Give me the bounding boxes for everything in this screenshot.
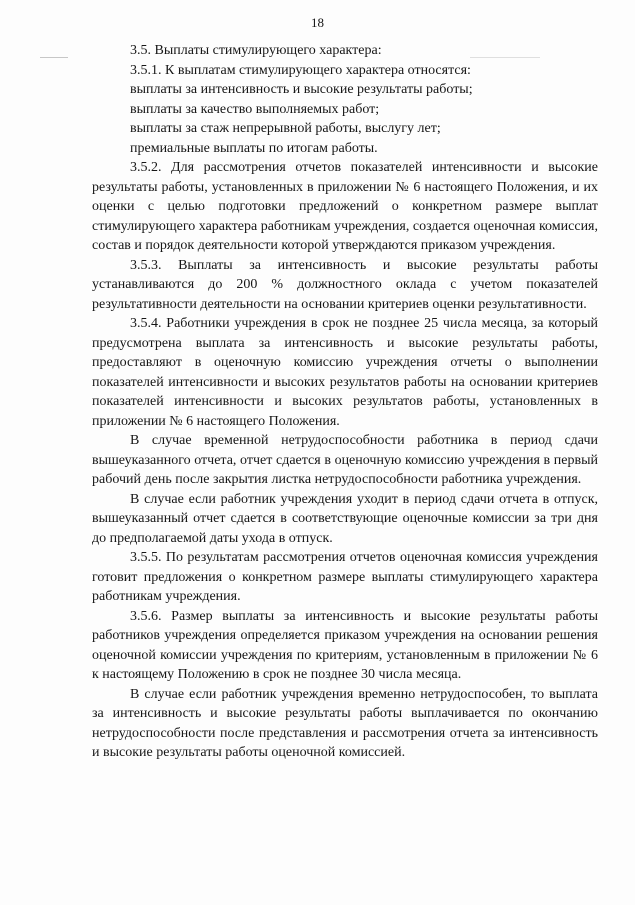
scan-artifact-left (40, 57, 68, 58)
paragraph-3-5-6: 3.5.6. Размер выплаты за интенсивность и высокие результаты работы работников учреждения определяется приказом учреждения на основании решения оценочной комиссии учреждения по критериям, установленным в приложении № 6 к настоящему Положению в срок не позднее 30 числа месяца. (92, 608, 598, 682)
paragraph-3-5-2: 3.5.2. Для рассмотрения отчетов показателей интенсивности и высокие результаты работы, установленных в приложении № 6 настоящего Положения, и их оценки с целью подготовки предложений о конкретном размере выплат стимулирующего характера работникам учреждения, создается оценочная комиссия, состав и порядок деятельности которой утверждаются приказом учреждения. (92, 160, 598, 253)
paragraph-disability-payment: В случае если работник учреждения временно нетрудоспособен, то выплата за интенсивность и высокие результаты работы выплачивается по окончанию нетрудоспособности после представления и рассмотрения отчета за интенсивность и высокие результаты работы оценочной комиссией. (92, 686, 598, 760)
list-item: выплаты за качество выполняемых работ; (130, 101, 380, 117)
document-body (92, 41, 598, 763)
paragraph-vacation: В случае если работник учреждения уходит в период сдачи отчета в отпуск, вышеуказанный отчет сдается в соответствующие оценочные комиссии за три дня до предполагаемой даты ухода в отпуск. (92, 491, 598, 546)
paragraph-3-5-5: 3.5.5. По результатам рассмотрения отчетов оценочная комиссия учреждения готовит предложения о конкретном размере выплаты стимулирующего характера работникам учреждения. (92, 550, 598, 604)
section-heading: 3.5. Выплаты стимулирующего характера: (130, 43, 382, 58)
list-item: выплаты за стаж непрерывной работы, выслугу лет; (130, 121, 441, 136)
list-item: премиальные выплаты по итогам работы. (130, 140, 378, 156)
list-item: выплаты за интенсивность и высокие результаты работы; (130, 82, 473, 97)
paragraph-3-5-3: 3.5.3. Выплаты за интенсивность и высокие результаты работы устанавливаются до 200 % должностного оклада с учетом показателей результативности деятельности на основании критериев оценки результативности. (92, 257, 598, 312)
page-number: 18 (311, 15, 324, 30)
paragraph-temporary-disability: В случае временной нетрудоспособности работника в период сдачи вышеуказанного отчета, отчет сдается в оценочную комиссию учреждения в первый рабочий день после закрытия листка нетрудоспособности работника учреждения. (92, 433, 598, 487)
subsection-3-5-1: 3.5.1. К выплатам стимулирующего характера относятся: (130, 62, 471, 78)
paragraph-3-5-4: 3.5.4. Работники учреждения в срок не позднее 25 числа месяца, за который предусмотрена выплата за интенсивность и высокие результаты работы, предоставляют в оценочную комиссию учреждения отчеты о выполнении показателей интенсивности и высоких результатов работы на основании критериев показателей интенсивности и высоких результатов работы, установленных в приложении № 6 настоящего Положения. (92, 316, 598, 429)
